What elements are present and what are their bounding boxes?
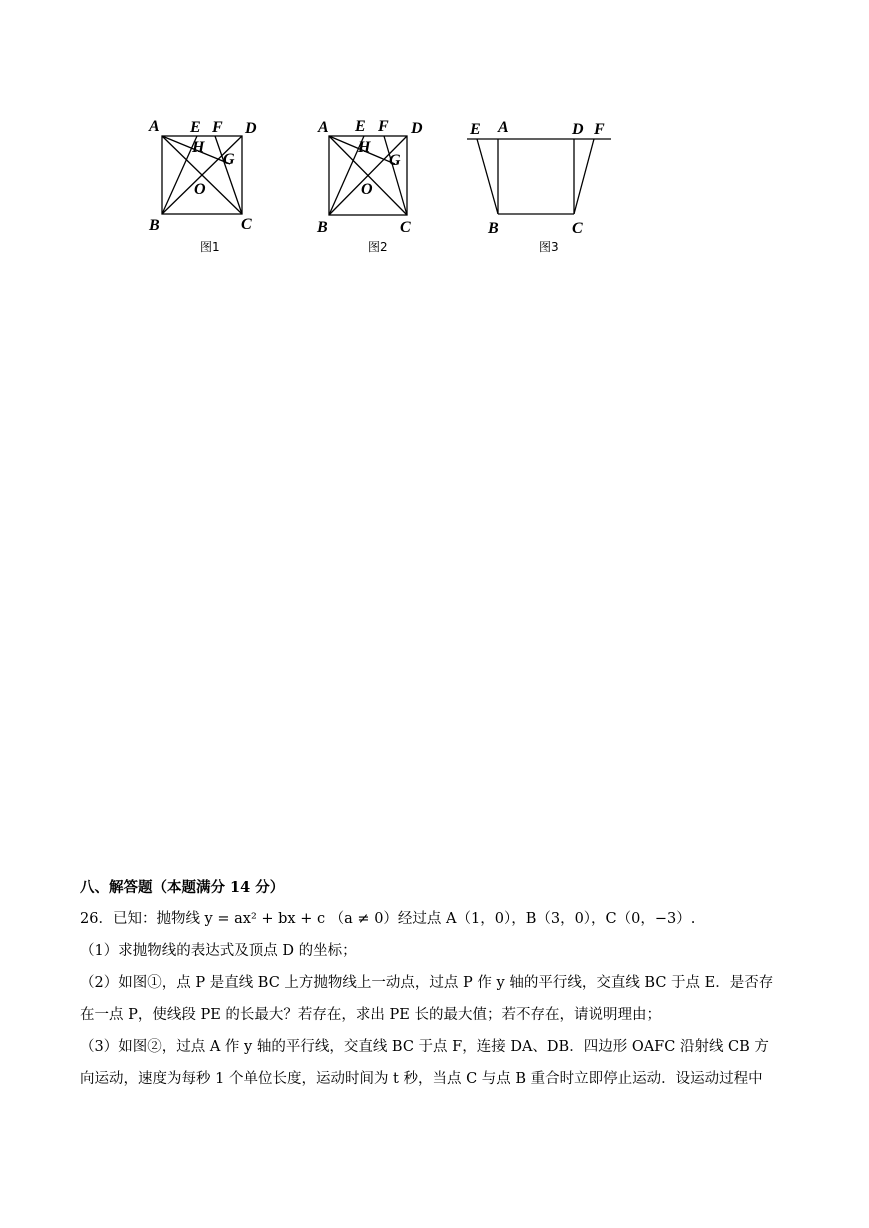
segment-cf xyxy=(574,139,594,214)
segment-be xyxy=(477,139,498,214)
caption: 图2 xyxy=(368,240,388,254)
label-d: D xyxy=(572,121,584,138)
label-d: D xyxy=(411,120,423,137)
caption: 图3 xyxy=(539,240,559,254)
problem-line-4: 在一点 P，使线段 PE 的长最大？若存在，求出 PE 长的最大值；若不存在，请说明理由； xyxy=(80,1007,661,1023)
problem-line-1: 26．已知：抛物线 y = ax² + bx + c （a ≠ 0）经过点 A（1，0），B（3，0），C（0，−3）. xyxy=(80,911,696,927)
label-e: E xyxy=(355,118,366,135)
problem-line-2: （1）求抛物线的表达式及顶点 D 的坐标； xyxy=(80,943,357,959)
label-c: C xyxy=(241,216,252,233)
label-a: A xyxy=(149,118,160,135)
problem-line-5: （3）如图②，过点 A 作 y 轴的平行线，交直线 BC 于点 F，连接 DA、DB．四边形 OAFC 沿射线 CB 方 xyxy=(80,1039,769,1055)
label-b: B xyxy=(317,219,328,236)
figure-1 xyxy=(145,112,265,257)
label-h: H xyxy=(192,139,205,156)
label-o: O xyxy=(361,181,373,198)
caption: 图1 xyxy=(200,240,220,254)
section-heading: 八、解答题（本题满分 14 分） xyxy=(80,879,285,896)
figure-3-diagram xyxy=(465,112,615,257)
label-f: F xyxy=(594,121,605,138)
label-f: F xyxy=(378,118,389,135)
figure-3 xyxy=(465,112,615,257)
label-e: E xyxy=(470,121,481,138)
problem-line-6: 向运动，速度为每秒 1 个单位长度，运动时间为 t 秒，当点 C 与点 B 重合时立即停止运动．设运动过程中 xyxy=(80,1071,763,1087)
label-e: E xyxy=(190,119,201,136)
label-g: G xyxy=(223,151,235,168)
label-g: G xyxy=(389,152,401,169)
label-o: O xyxy=(194,181,206,198)
figure-2 xyxy=(313,112,433,257)
label-b: B xyxy=(488,220,499,237)
segment-cf xyxy=(215,136,242,214)
label-a: A xyxy=(498,119,509,136)
figure-2-diagram xyxy=(313,112,433,257)
label-c: C xyxy=(400,219,411,236)
label-a: A xyxy=(318,119,329,136)
label-h: H xyxy=(358,139,371,156)
figure-1-diagram xyxy=(145,112,265,257)
problem-line-3: （2）如图①，点 P 是直线 BC 上方抛物线上一动点，过点 P 作 y 轴的平行线，交直线 BC 于点 E．是否存 xyxy=(80,975,774,991)
label-b: B xyxy=(149,217,160,234)
problem-text xyxy=(80,903,795,1095)
label-d: D xyxy=(245,120,257,137)
label-f: F xyxy=(212,119,223,136)
label-c: C xyxy=(572,220,583,237)
